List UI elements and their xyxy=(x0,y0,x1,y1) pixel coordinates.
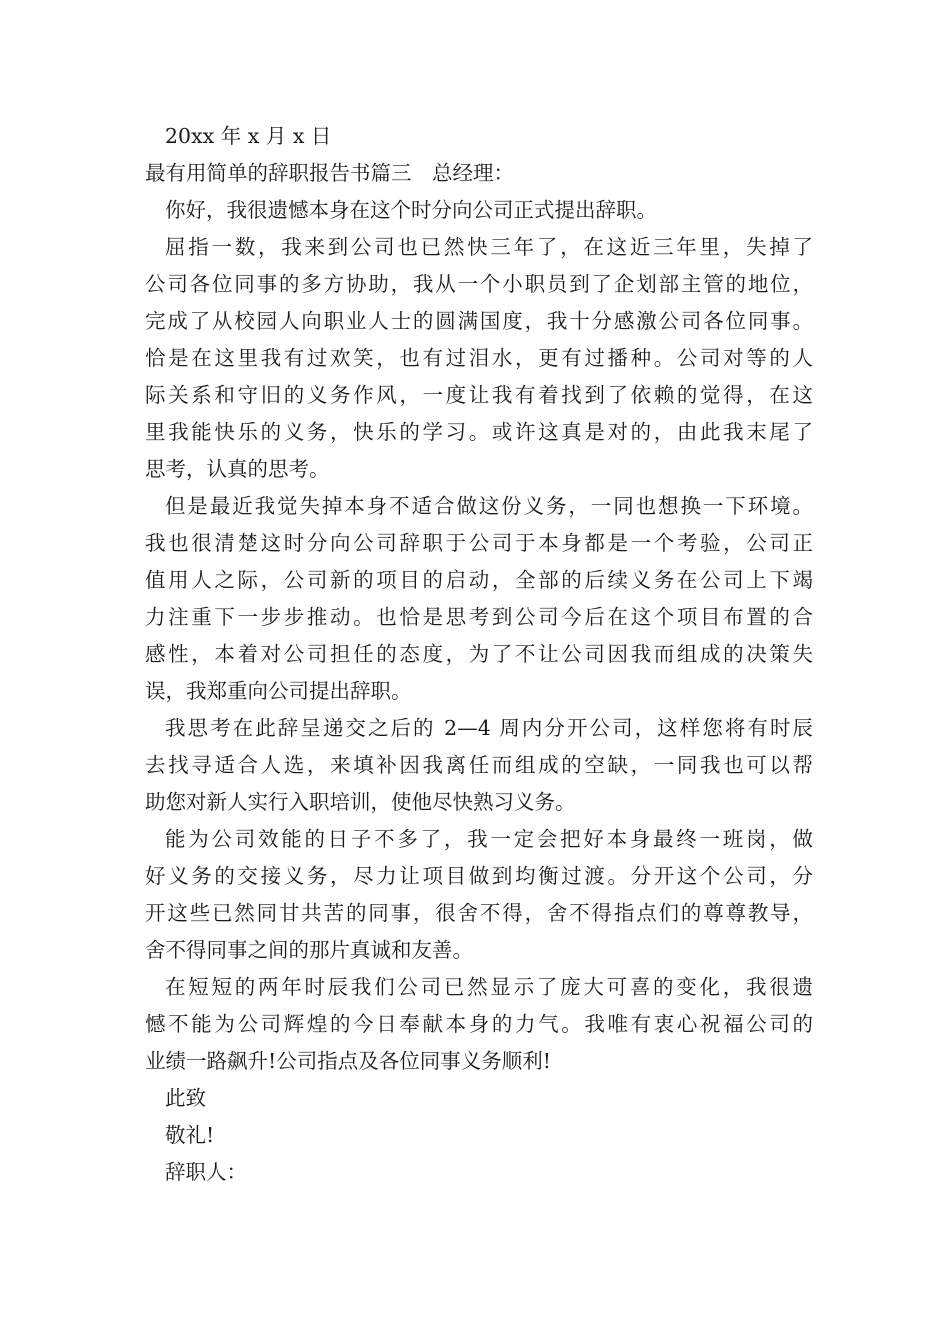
paragraph-line: 思考，认真的思考。 xyxy=(145,457,330,481)
paragraph-line: 感性，本着对公司担任的态度，为了不让公司因我而组成的决策失 xyxy=(145,642,813,666)
paragraph-line: 舍不得同事之间的那片真诚和友善。 xyxy=(145,938,473,962)
paragraph-line: 完成了从校园人向职业人士的圆满国度，我十分感激公司各位同事。 xyxy=(145,309,813,333)
paragraph-line: 但是最近我觉失掉本身不适合做这份义务，一同也想换一下环境。 xyxy=(165,494,813,518)
paragraph-5 xyxy=(145,969,813,1080)
paragraph-line: 屈指一数，我来到公司也已然快三年了，在这近三年里，失掉了 xyxy=(165,235,813,259)
paragraph-line: 能为公司效能的日子不多了，我一定会把好本身最终一班岗，做 xyxy=(165,827,813,851)
paragraph-line: 力注重下一步步推动。也恰是思考到公司今后在这个项目布置的合 xyxy=(145,605,813,629)
paragraph-line: 我也很清楚这时分向公司辞职于公司于本身都是一个考验，公司正 xyxy=(145,531,813,555)
paragraph-2 xyxy=(145,488,813,710)
paragraph-line: 恰是在这里我有过欢笑，也有过泪水，更有过播种。公司对等的人 xyxy=(145,346,813,370)
paragraph-line: 憾不能为公司辉煌的今日奉献本身的力气。我唯有衷心祝福公司的 xyxy=(145,1012,813,1036)
letter-heading: 最有用简单的辞职报告书篇三 总经理： xyxy=(145,161,514,185)
letter-greeting: 你好，我很遗憾本身在这个时分向公司正式提出辞职。 xyxy=(165,198,657,222)
paragraph-line: 开这些已然同甘共苦的同事，很舍不得，舍不得指点们的尊尊教导， xyxy=(145,901,813,925)
paragraph-line: 际关系和守旧的义务作风，一度让我有着找到了依赖的觉得，在这 xyxy=(145,383,813,407)
paragraph-line: 误，我郑重向公司提出辞职。 xyxy=(145,679,412,703)
paragraph-line: 我思考在此辞呈递交之后的 2—4 周内分开公司，这样您将有时辰 xyxy=(165,716,813,740)
closing-salutation: 此致 xyxy=(165,1086,206,1110)
closing-regards: 敬礼! xyxy=(165,1123,215,1147)
paragraph-line: 值用人之际，公司新的项目的启动，全部的后续义务在公司上下竭 xyxy=(145,568,813,592)
paragraph-line: 业绩一路飙升!公司指点及各位同事义务顺利! xyxy=(145,1049,551,1073)
letter-date: 20xx 年 x 月 x 日 xyxy=(165,124,332,148)
paragraph-line: 助您对新人实行入职培训，使他尽快熟习义务。 xyxy=(145,790,576,814)
letter-body xyxy=(145,118,813,1191)
paragraph-line: 去找寻适合人选，来填补因我离任而组成的空缺，一同我也可以帮 xyxy=(145,753,813,777)
paragraph-line: 在短短的两年时辰我们公司已然显示了庞大可喜的变化，我很遗 xyxy=(165,975,813,999)
paragraph-line: 好义务的交接义务，尽力让项目做到均衡过渡。分开这个公司，分 xyxy=(145,864,813,888)
signature-line: 辞职人： xyxy=(165,1160,247,1184)
paragraph-line: 公司各位同事的多方协助，我从一个小职员到了企划部主管的地位， xyxy=(145,272,813,296)
paragraph-3 xyxy=(145,710,813,821)
paragraph-line: 里我能快乐的义务，快乐的学习。或许这真是对的，由此我末尾了 xyxy=(145,420,813,444)
paragraph-1 xyxy=(145,229,813,488)
paragraph-4 xyxy=(145,821,813,969)
